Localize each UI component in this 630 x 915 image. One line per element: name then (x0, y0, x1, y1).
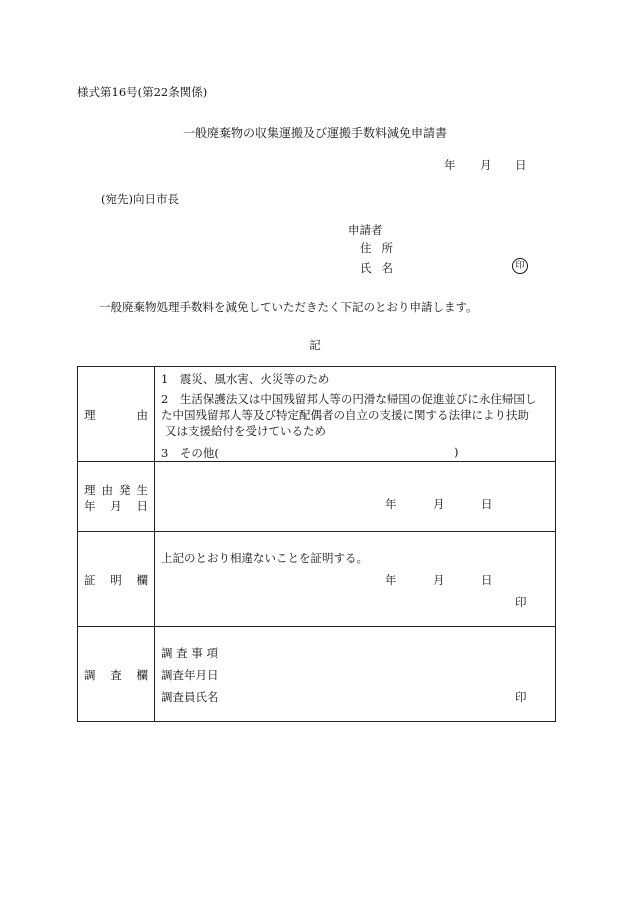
label-char: 証 (84, 573, 96, 587)
survey-item-investigator: 調査員氏名 (161, 690, 219, 704)
label-char: 年 (84, 499, 96, 513)
certification-label-cell (78, 532, 155, 627)
survey-seal: 印 (515, 690, 527, 704)
label-char: 理 (84, 483, 96, 497)
reason-item-2-line: た中国残留邦人等及び特定配偶者の自立の支援に関する法律により扶助 (161, 408, 529, 422)
survey-item-matters: 調 査 事 項 (161, 646, 218, 660)
certification-seal: 印 (515, 595, 527, 609)
reason-item-1: 1 震災、風水害、火災等のため (161, 372, 330, 386)
label-char: 調 (84, 668, 96, 682)
survey-row (78, 627, 556, 722)
certification-year-label: 年 (385, 573, 397, 587)
label-char: 欄 (136, 668, 148, 682)
reason-item-3: 3 その他( (161, 446, 219, 460)
label-char: 月 (110, 499, 122, 513)
occurrence-date-cell[interactable] (155, 462, 556, 532)
occurrence-date-label-line1 (84, 482, 148, 498)
label-char: 日 (136, 499, 148, 513)
date-day-label: 日 (515, 158, 527, 172)
label-char: 欄 (136, 573, 148, 587)
reason-label-char: 由 (136, 408, 148, 422)
form-number: 様式第16号(第22条関係) (77, 85, 208, 99)
label-char: 由 (101, 483, 113, 497)
label-char: 査 (110, 668, 122, 682)
document-title: 一般廃棄物の収集運搬及び運搬手数料減免申請書 (182, 126, 447, 140)
occurrence-year-label: 年 (385, 497, 397, 511)
request-text: 一般廃棄物処理手数料を減免していただきたく下記のとおり申請します。 (99, 300, 478, 314)
reason-label-char: 理 (84, 408, 96, 422)
certification-day-label: 日 (481, 573, 493, 587)
reason-item-2-line: 2 生活保護法又は中国残留邦人等の円滑な帰国の促進並びに永住帰国し (161, 392, 537, 406)
label-char: 生 (136, 483, 148, 497)
reason-row (78, 367, 556, 462)
survey-item-date: 調査年月日 (161, 668, 219, 682)
reason-content-cell[interactable] (155, 367, 556, 462)
date-year-label: 年 (444, 158, 456, 172)
occurrence-day-label: 日 (481, 497, 493, 511)
survey-label (84, 667, 148, 683)
reason-item-3-close: ) (454, 445, 459, 459)
seal-icon: 印 (512, 258, 528, 274)
certification-cell[interactable] (155, 532, 556, 627)
reason-label (84, 407, 148, 423)
addressee: (宛先)向日市長 (101, 192, 179, 206)
date-month-label: 月 (480, 158, 492, 172)
certification-text: 上記のとおり相違ないことを証明する。 (161, 551, 368, 565)
name-label: 氏名 (360, 261, 403, 275)
certification-month-label: 月 (433, 573, 445, 587)
application-table (77, 366, 556, 722)
applicant-heading: 申請者 (348, 223, 383, 237)
occurrence-date-label-line2 (84, 498, 148, 514)
reason-item-2-line: 又は支援給付を受けているため (165, 424, 326, 438)
label-char: 明 (110, 573, 122, 587)
certification-row (78, 532, 556, 627)
ki-heading: 記 (309, 338, 321, 352)
occurrence-date-label-cell (78, 462, 155, 532)
label-char: 発 (119, 483, 131, 497)
survey-cell[interactable] (155, 627, 556, 722)
address-label: 住所 (360, 241, 403, 255)
survey-label-cell (78, 627, 155, 722)
reason-item-2 (161, 391, 536, 439)
reason-label-cell (78, 367, 155, 462)
occurrence-date-row (78, 462, 556, 532)
certification-label (84, 572, 148, 588)
occurrence-month-label: 月 (433, 497, 445, 511)
